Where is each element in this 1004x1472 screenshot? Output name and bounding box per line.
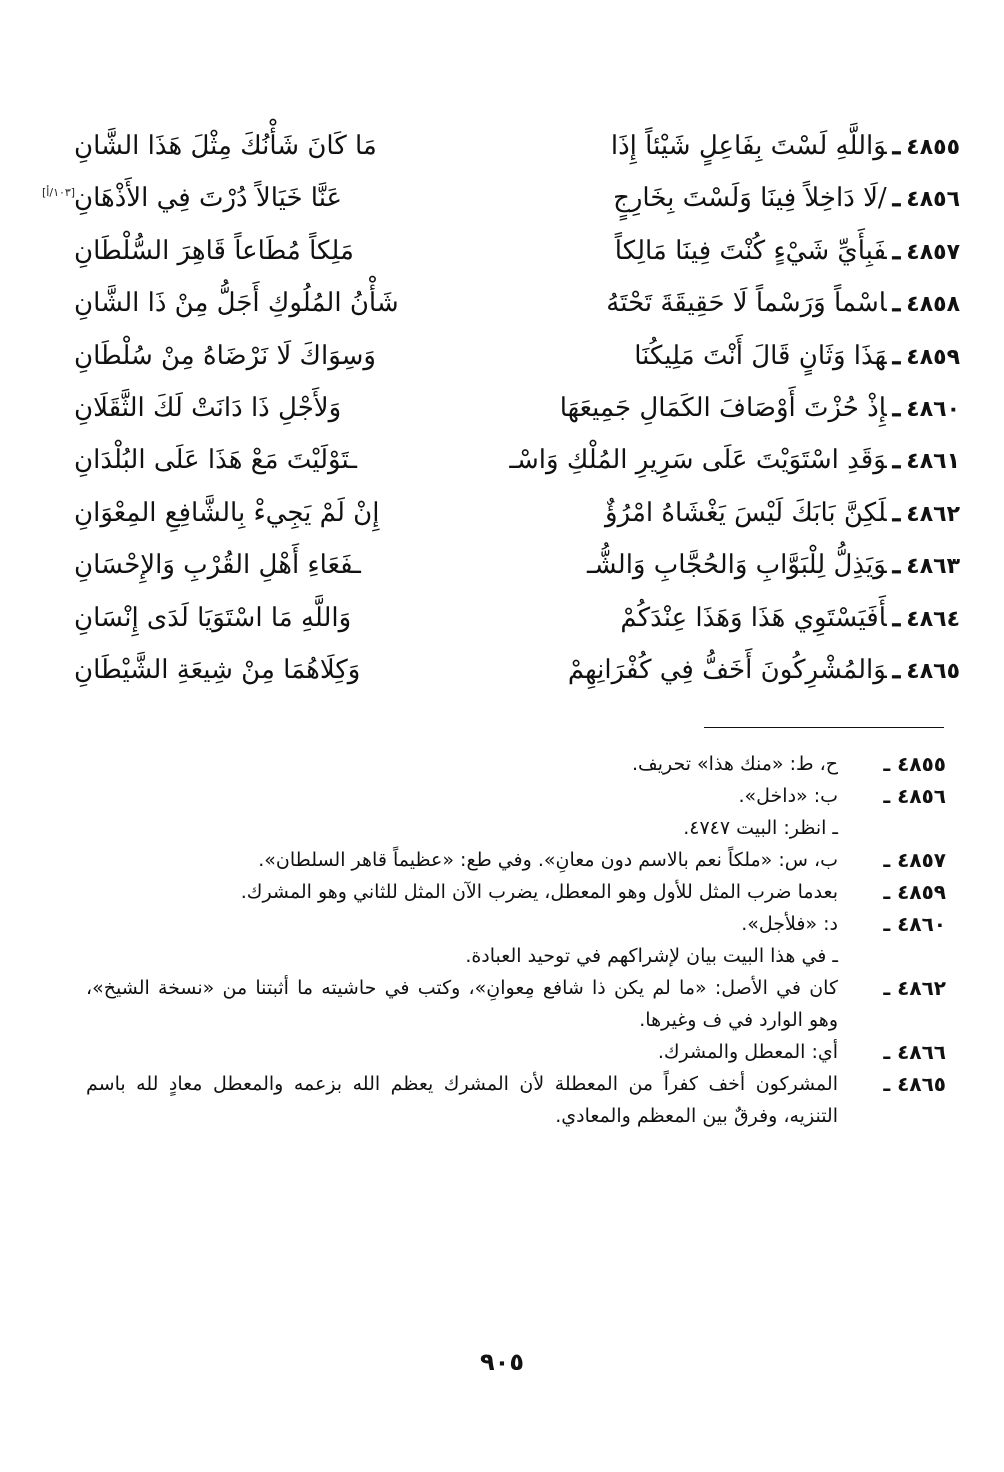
verse-dash: ـ	[892, 550, 901, 581]
verse-first-hemistich	[510, 440, 960, 482]
verse-row	[40, 172, 960, 224]
footnote	[86, 908, 946, 940]
verse-number: ٤٨٦٣	[906, 554, 960, 580]
verse-row	[40, 434, 960, 486]
verse-dash: ـ	[892, 497, 901, 528]
verse-number: ٤٨٦٥	[906, 658, 960, 684]
verse-second-hemistich: مَا كَانَ شَأْنُكَ مِثْلَ هَذَا الشَّانِ	[74, 131, 377, 161]
footnote-number: ٤٨٥٥ ـ	[883, 752, 946, 776]
verse-dash: ـ	[892, 340, 901, 371]
manuscript-folio-reference: [١٠٣/أ]	[42, 186, 76, 200]
verse-sadr-text: فَبِأَيِّ شَيْءٍ كُنْتَ فِينَا مَالِكاً	[614, 235, 887, 266]
verse-second-hemistich: وَلأَجْلِ ذَا دَانَتْ لَكَ الثَّقَلَانِ	[74, 392, 342, 423]
verse-number: ٤٨٥٨	[906, 292, 960, 318]
footnote-text: ب، س: «ملكاً نعم بالاسم دون معانِ». وفي طع: «عظيماً قاهر السلطان».	[258, 849, 838, 871]
footnote	[86, 748, 946, 780]
verse-dash: ـ	[892, 445, 901, 476]
verse-number: ٤٨٥٩	[906, 344, 960, 370]
footnote-number: ٤٨٥٦ ـ	[883, 784, 946, 808]
verse-second-hemistich: عَنَّا خَيَالاً دُرْتَ فِي الأَذْهَانِ	[74, 183, 343, 214]
verse-first-hemistich	[510, 598, 960, 640]
verse-row	[40, 382, 960, 434]
footnote-text: أي: المعطل والمشرك.	[657, 1041, 838, 1063]
verse-second-hemistich: إِنْ لَمْ يَجِيءْ بِالشَّافِعِ المِعْوَانِ	[74, 497, 380, 528]
footnote-number: ٤٨٥٩ ـ	[883, 880, 946, 904]
footnote	[86, 972, 946, 1036]
verse-row	[40, 330, 960, 382]
verse-sadr-text: وَقَدِ اسْتَوَيْتَ عَلَى سَرِيرِ المُلْكِ وَاسْـ	[509, 445, 887, 476]
verse-first-hemistich	[510, 178, 960, 220]
footnote-text: ـ في هذا البيت بيان لإشراكهم في توحيد العبادة.	[465, 945, 838, 967]
verse-number: ٤٨٥٧	[906, 239, 960, 265]
verse-sadr-text: وَاللَّهِ لَسْتَ بِفَاعِلٍ شَيْئاً إِذَا	[610, 131, 887, 161]
footnote-text: ح، ط: «منك هذا» تحريف.	[631, 753, 838, 775]
footnote-number: ٤٨٥٧ ـ	[883, 848, 946, 872]
verse-number: ٤٨٦٢	[906, 501, 960, 527]
verse-sadr-text: وَالمُشْرِكُونَ أَخَفُّ فِي كُفْرَانِهِمْ	[567, 654, 887, 685]
verse-second-hemistich: مَلِكاً مُطَاعاً قَاهِرَ السُّلْطَانِ	[74, 235, 354, 266]
verse-sadr-text: /لَا دَاخِلاً فِينَا وَلَسْتَ بِخَارِجٍ	[613, 183, 887, 214]
verse-first-hemistich	[510, 545, 960, 587]
footnote	[86, 1068, 946, 1132]
verse-number: ٤٨٥٥	[906, 135, 960, 160]
verse-sadr-text: هَذَا وَثَانٍ قَالَ أَنْتَ مَلِيكُنَا	[634, 340, 887, 371]
verse-sadr-text: وَيَذِلُّ لِلْبَوَّابِ وَالحُجَّابِ وَالشُّـ	[586, 550, 887, 581]
footnote-text: المشركون أخف كفراً من المعطلة لأن المشرك يعظم الله بزعمه والمعطل معادٍ لله باسم التنزيه، وفرقٌ بين المعظم والمعادي.	[86, 1073, 838, 1127]
verse-row	[40, 487, 960, 539]
footnote	[86, 812, 946, 844]
verse-first-hemistich	[510, 126, 960, 168]
footnote-text: ـ انظر: البيت ٤٧٤٧.	[683, 817, 838, 839]
verse-number: ٤٨٦٤	[906, 606, 960, 632]
verse-dash: ـ	[892, 392, 901, 423]
footnote	[86, 844, 946, 876]
verses-block	[40, 120, 960, 696]
verse-first-hemistich	[510, 388, 960, 430]
footnote-separator	[704, 727, 944, 728]
verse-dash: ـ	[892, 183, 901, 214]
verse-second-hemistich: وَكِلَاهُمَا مِنْ شِيعَةِ الشَّيْطَانِ	[74, 654, 361, 685]
footnote	[86, 780, 946, 812]
verse-row	[40, 120, 960, 172]
verse-dash: ـ	[892, 602, 901, 633]
verse-dash: ـ	[892, 131, 901, 161]
footnote	[86, 940, 946, 972]
verse-row	[40, 225, 960, 277]
verse-second-hemistich: وَاللَّهِ مَا اسْتَوَيَا لَدَى إِنْسَانِ	[74, 602, 352, 633]
verse-second-hemistich: ـتَوْلَيْتَ مَعْ هَذَا عَلَى البُلْدَانِ	[74, 445, 357, 476]
verse-first-hemistich	[510, 283, 960, 325]
verse-row	[40, 277, 960, 329]
footnote-text: بعدما ضرب المثل للأول وهو المعطل، يضرب الآن المثل للثاني وهو المشرك.	[240, 881, 838, 903]
verse-second-hemistich: شَأْنُ المُلُوكِ أَجَلُّ مِنْ ذَا الشَّانِ	[74, 288, 399, 319]
footnote-number: ٤٨٦٠ ـ	[883, 912, 946, 936]
footnote-text: د: «فلأجل».	[741, 913, 838, 935]
verse-number: ٤٨٥٦	[906, 187, 960, 213]
footnote	[86, 1036, 946, 1068]
verse-dash: ـ	[892, 235, 901, 266]
footnote	[86, 876, 946, 908]
verse-row	[40, 644, 960, 696]
footnote-number: ٤٨٦٥ ـ	[883, 1072, 946, 1096]
verse-sadr-text: لَكِنَّ بَابَكَ لَيْسَ يَغْشَاهُ امْرُؤٌ	[605, 497, 887, 528]
verse-second-hemistich: ـفَعَاءِ أَهْلِ القُرْبِ وَالإِحْسَانِ	[74, 550, 361, 581]
verse-second-hemistich: وَسِوَاكَ لَا نَرْضَاهُ مِنْ سُلْطَانِ	[74, 340, 376, 371]
verse-dash: ـ	[892, 288, 901, 319]
verse-sadr-text: اسْماً وَرَسْماً لَا حَقِيقَةَ تَحْتَهُ	[606, 288, 887, 319]
verse-sadr-text: أَفَيَسْتَوِي هَذَا وَهَذَا عِنْدَكُمْ	[620, 602, 887, 633]
verse-first-hemistich	[510, 493, 960, 535]
verse-number: ٤٨٦١	[906, 449, 960, 475]
page-number: ٩٠٥	[480, 1348, 524, 1376]
verse-first-hemistich	[510, 336, 960, 378]
verse-sadr-text: إِذْ حُزْتَ أَوْصَافَ الكَمَالِ جَمِيعَهَا	[559, 392, 887, 423]
verse-row	[40, 592, 960, 644]
verse-first-hemistich	[510, 231, 960, 273]
verse-row	[40, 539, 960, 591]
footnote-number: ٤٨٦٢ ـ	[883, 976, 946, 1000]
footnote-text: كان في الأصل: «ما لم يكن ذا شافع مِعوانِ»، وكتب في حاشيته ما أثبتنا من «نسخة الشيخ»، وهو الوارد في ف وغيرها.	[86, 977, 838, 1031]
footnote-number: ٤٨٦٦ ـ	[883, 1040, 946, 1064]
verse-first-hemistich	[510, 650, 960, 692]
verse-dash: ـ	[892, 654, 901, 685]
footnote-text: ب: «داخل».	[738, 785, 838, 807]
verse-number: ٤٨٦٠	[906, 396, 960, 422]
footnotes-block	[86, 748, 946, 1132]
